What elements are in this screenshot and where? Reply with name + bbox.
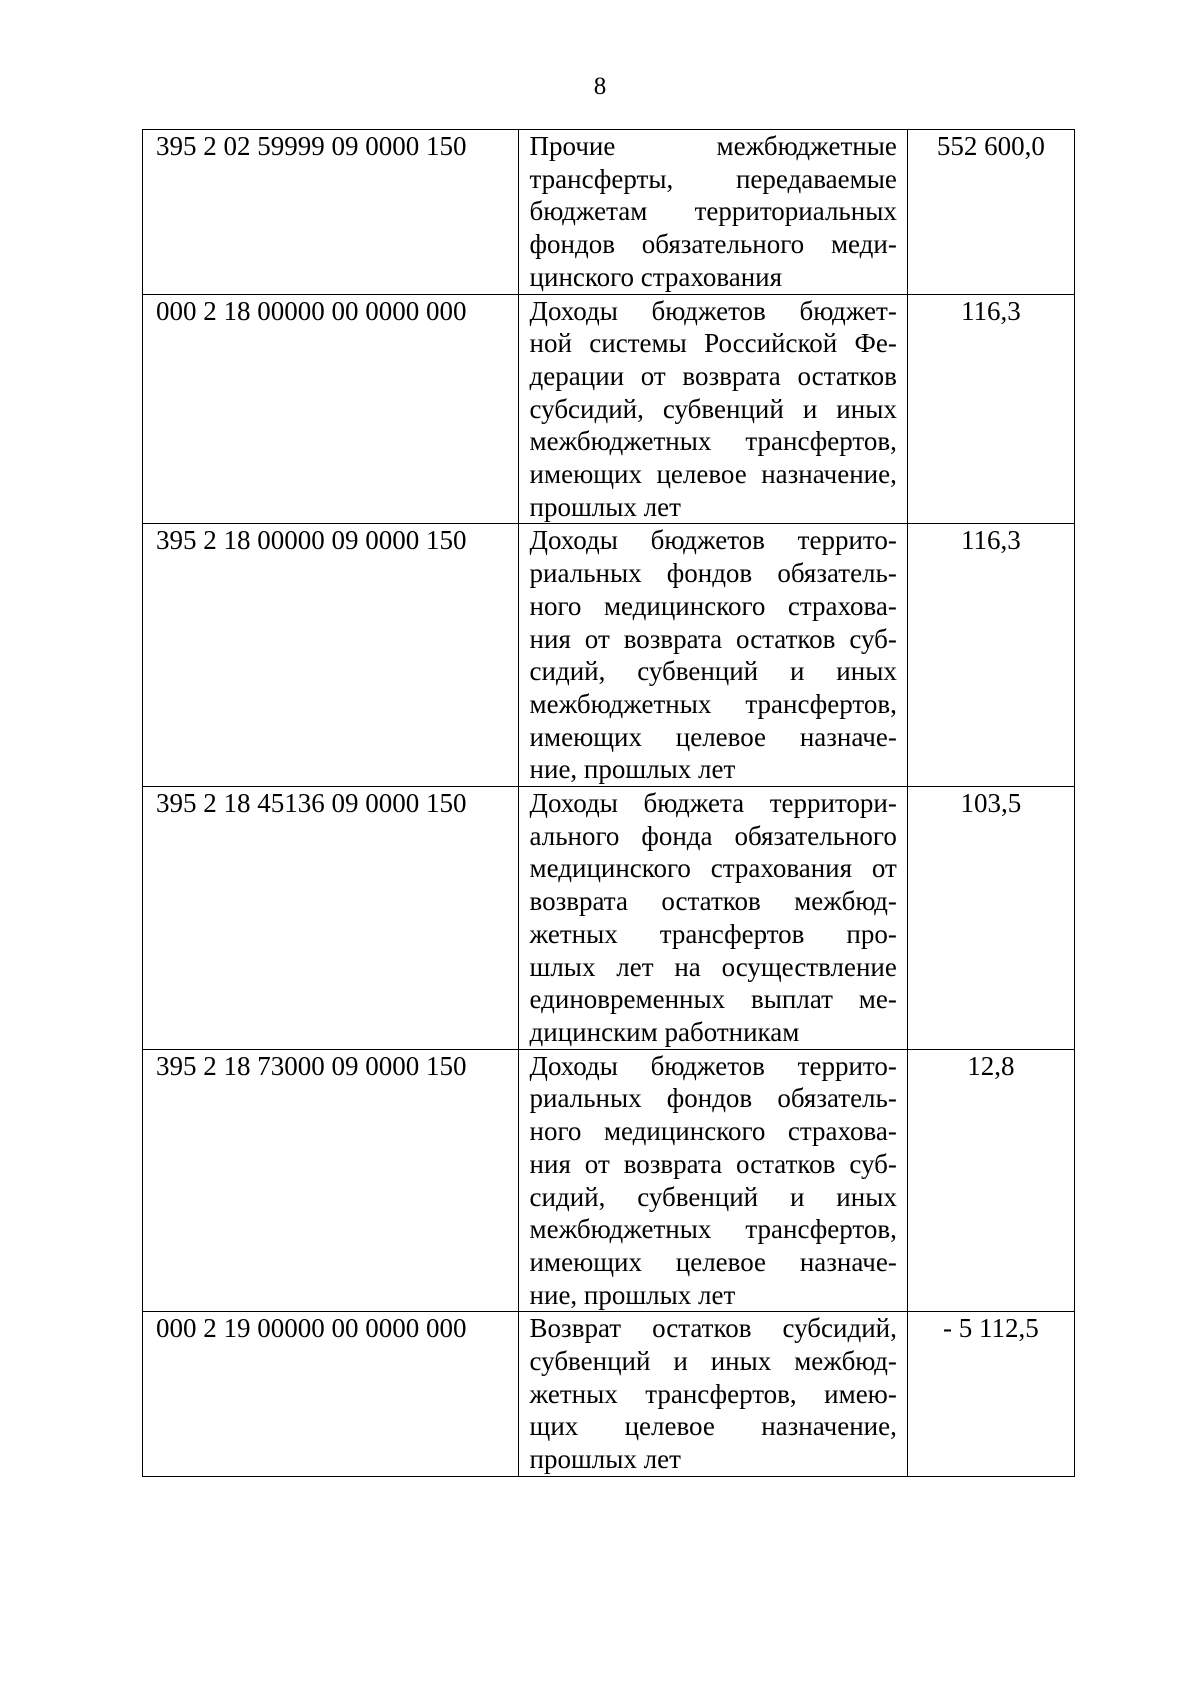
amount-cell: 552 600,0 xyxy=(907,130,1074,295)
description-line: ния от возврата остатков суб- xyxy=(529,1148,897,1179)
description-line: щих целевое назначение, xyxy=(529,1411,897,1442)
description-line: дерации от возврата остатков xyxy=(529,360,897,391)
description-line: Доходы бюджетов бюджет- xyxy=(529,295,897,326)
table-row xyxy=(143,294,1075,524)
description-line: риальных фондов обязатель- xyxy=(529,1083,897,1114)
description-line: имеющих целевое назначение, xyxy=(529,459,897,490)
description-cell xyxy=(518,130,907,295)
table-body xyxy=(143,130,1075,1477)
description-line: межбюджетных трансфертов, xyxy=(529,426,897,457)
budget-code-cell: 395 2 02 59999 09 0000 150 xyxy=(143,130,519,295)
budget-code-cell: 395 2 18 45136 09 0000 150 xyxy=(143,787,519,1050)
description-cell xyxy=(518,294,907,524)
description-line: прошлых лет xyxy=(529,1444,681,1475)
description-line: жетных трансфертов, имею- xyxy=(529,1378,897,1409)
description-line: Доходы бюджетов террито- xyxy=(529,1050,897,1081)
description-line: субсидий, субвенций и иных xyxy=(529,393,897,424)
amount-cell: 116,3 xyxy=(907,524,1074,787)
description-cell xyxy=(518,1049,907,1312)
budget-revenue-table xyxy=(142,129,1075,1477)
amount-cell: 12,8 xyxy=(907,1049,1074,1312)
description-line: межбюджетных трансфертов, xyxy=(529,1214,897,1245)
description-line: имеющих целевое назначе- xyxy=(529,721,897,752)
description-line: сидий, субвенций и иных xyxy=(529,1181,897,1212)
description-line: ного медицинского страхова- xyxy=(529,590,897,621)
description-line: медицинского страхования от xyxy=(529,853,897,884)
description-line: ального фонда обязательного xyxy=(529,820,897,851)
description-line: возврата остатков межбюд- xyxy=(529,886,897,917)
table-row xyxy=(143,130,1075,295)
amount-cell: 116,3 xyxy=(907,294,1074,524)
budget-code-cell: 000 2 18 00000 00 0000 000 xyxy=(143,294,519,524)
description-line: Доходы бюджета территори- xyxy=(529,788,897,819)
description-line: межбюджетных трансфертов, xyxy=(529,688,897,719)
description-line: ние, прошлых лет xyxy=(529,754,736,785)
description-cell xyxy=(518,1312,907,1477)
description-line: сидий, субвенций и иных xyxy=(529,656,897,687)
description-line: бюджетам территориальных xyxy=(529,196,897,227)
description-line: ние, прошлых лет xyxy=(529,1279,736,1310)
description-line: ной системы Российской Фе- xyxy=(529,328,897,359)
description-line: дицинским работникам xyxy=(529,1016,800,1047)
description-line: субвенций и иных межбюд- xyxy=(529,1346,897,1377)
amount-cell: - 5 112,5 xyxy=(907,1312,1074,1477)
description-line: фондов обязательного меди- xyxy=(529,229,897,260)
description-line: единовременных выплат ме- xyxy=(529,984,897,1015)
description-line: имеющих целевое назначе- xyxy=(529,1246,897,1277)
amount-cell: 103,5 xyxy=(907,787,1074,1050)
table-row xyxy=(143,1049,1075,1312)
description-line: трансферты, передаваемые xyxy=(529,163,897,194)
description-line: ния от возврата остатков суб- xyxy=(529,623,897,654)
table-row xyxy=(143,1312,1075,1477)
description-cell xyxy=(518,787,907,1050)
description-line: ного медицинского страхова- xyxy=(529,1116,897,1147)
description-line: цинского страхования xyxy=(529,261,783,292)
page-number: 8 xyxy=(593,73,607,100)
description-line: риальных фондов обязатель- xyxy=(529,558,897,589)
table-row xyxy=(143,787,1075,1050)
description-cell xyxy=(518,524,907,787)
table-row xyxy=(143,524,1075,787)
description-line: прошлых лет xyxy=(529,491,681,522)
budget-code-cell: 000 2 19 00000 00 0000 000 xyxy=(143,1312,519,1477)
budget-code-cell: 395 2 18 73000 09 0000 150 xyxy=(143,1049,519,1312)
description-line: Возврат остатков субсидий, xyxy=(529,1313,897,1344)
description-line: шлых лет на осуществление xyxy=(529,951,897,982)
description-line: жетных трансфертов про- xyxy=(529,918,897,949)
description-line: Доходы бюджетов террито- xyxy=(529,525,897,556)
description-line: Прочие межбюджетные xyxy=(529,131,897,161)
budget-code-cell: 395 2 18 00000 09 0000 150 xyxy=(143,524,519,787)
